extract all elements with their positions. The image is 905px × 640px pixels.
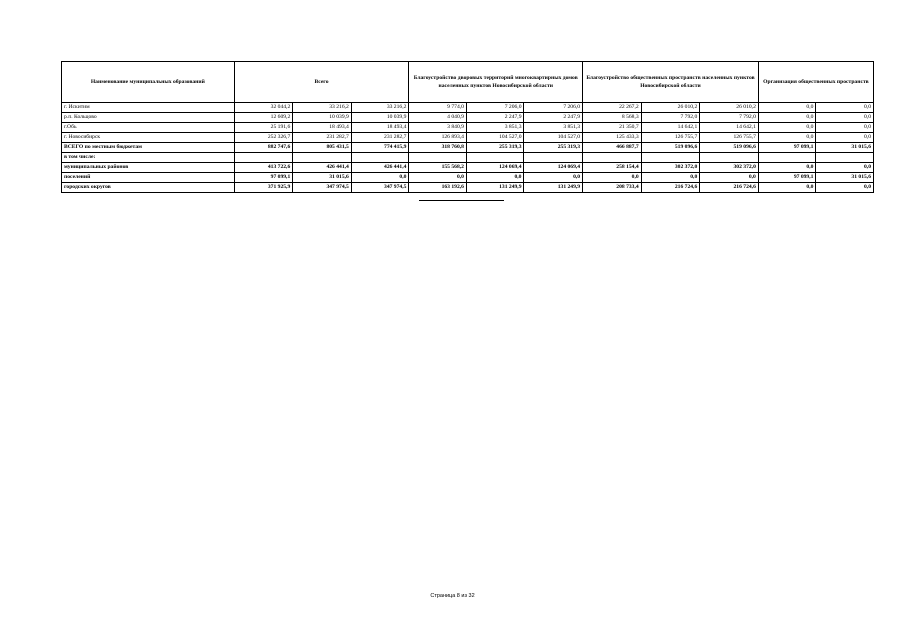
- budget-table: [61, 61, 874, 193]
- value-cell: 255 319,3: [466, 143, 524, 153]
- value-cell: 216 724,6: [641, 183, 700, 193]
- value-cell: 258 154,4: [583, 163, 642, 173]
- value-cell: 3 851,3: [466, 123, 524, 133]
- value-cell: 7 792,0: [700, 113, 759, 123]
- value-cell: 3 840,9: [409, 123, 467, 133]
- municipality-name-cell: поселений: [62, 173, 235, 183]
- value-cell: 8 568,3: [583, 113, 642, 123]
- value-cell: 104 527,0: [524, 133, 583, 143]
- value-cell: 26 010,2: [641, 103, 700, 113]
- separator-line: [419, 200, 504, 201]
- table-row: [62, 113, 874, 123]
- value-cell: 0,0: [816, 113, 874, 123]
- value-cell: 155 568,2: [409, 163, 467, 173]
- value-cell: 25 191,6: [234, 123, 293, 133]
- value-cell: 318 760,8: [409, 143, 467, 153]
- value-cell: 0,0: [524, 173, 583, 183]
- value-cell: 97 099,1: [234, 173, 293, 183]
- value-cell: 519 096,6: [641, 143, 700, 153]
- value-cell: 12 609,2: [234, 113, 293, 123]
- table-row: [62, 143, 874, 153]
- value-cell: 31 015,6: [293, 173, 352, 183]
- value-cell: 97 099,1: [758, 143, 816, 153]
- value-cell: 163 192,6: [409, 183, 467, 193]
- municipality-name-cell: г. Искитим: [62, 103, 235, 113]
- value-cell: 0,0: [758, 183, 816, 193]
- value-cell: 14 642,1: [641, 123, 700, 133]
- value-cell: 0,0: [641, 173, 700, 183]
- value-cell: 2 247,9: [466, 113, 524, 123]
- table-row: [62, 153, 874, 163]
- value-cell: 10 039,9: [293, 113, 352, 123]
- value-cell: 0,0: [758, 163, 816, 173]
- header-public-spaces-improvement: Благоустройство общественных пространств населенных пунктов Новосибирской области: [583, 62, 759, 103]
- value-cell: 26 010,2: [700, 103, 759, 113]
- value-cell: 33 216,2: [293, 103, 352, 113]
- value-cell: 18 493,4: [293, 123, 352, 133]
- value-cell: 4 040,9: [409, 113, 467, 123]
- header-municipality: Наименование муниципальных образований: [62, 62, 235, 103]
- municipality-name-cell: городских округов: [62, 183, 235, 193]
- page-number: Страница 8 из 32: [430, 593, 475, 599]
- value-cell: 104 527,0: [466, 133, 524, 143]
- value-cell: 2 247,9: [524, 113, 583, 123]
- value-cell: [758, 153, 816, 163]
- municipality-name-cell: г.Обь: [62, 123, 235, 133]
- value-cell: [293, 153, 352, 163]
- value-cell: [351, 153, 409, 163]
- value-cell: 3 851,3: [524, 123, 583, 133]
- value-cell: 466 887,7: [583, 143, 642, 153]
- value-cell: 216 724,6: [700, 183, 759, 193]
- value-cell: 426 441,4: [293, 163, 352, 173]
- table-row: [62, 123, 874, 133]
- municipality-name-cell: р.п. Кольцово: [62, 113, 235, 123]
- value-cell: [466, 153, 524, 163]
- value-cell: 31 015,6: [816, 143, 874, 153]
- value-cell: 126 893,4: [409, 133, 467, 143]
- value-cell: 7 206,0: [524, 103, 583, 113]
- value-cell: 302 372,0: [700, 163, 759, 173]
- value-cell: 231 282,7: [293, 133, 352, 143]
- value-cell: 33 216,2: [351, 103, 409, 113]
- municipality-name-cell: г. Новосибирск: [62, 133, 235, 143]
- header-total: Всего: [234, 62, 409, 103]
- value-cell: 208 733,4: [583, 183, 642, 193]
- value-cell: 126 755,7: [700, 133, 759, 143]
- value-cell: 347 974,5: [293, 183, 352, 193]
- value-cell: 302 372,0: [641, 163, 700, 173]
- table-row: [62, 133, 874, 143]
- table-row: [62, 103, 874, 113]
- value-cell: 0,0: [466, 173, 524, 183]
- value-cell: 519 096,6: [700, 143, 759, 153]
- value-cell: 97 099,1: [758, 173, 816, 183]
- value-cell: [583, 153, 642, 163]
- value-cell: 252 326,7: [234, 133, 293, 143]
- value-cell: 0,0: [700, 173, 759, 183]
- table-row: [62, 183, 874, 193]
- value-cell: [641, 153, 700, 163]
- value-cell: 21 350,7: [583, 123, 642, 133]
- value-cell: 231 282,7: [351, 133, 409, 143]
- value-cell: 413 722,6: [234, 163, 293, 173]
- value-cell: 131 249,9: [524, 183, 583, 193]
- municipality-name-cell: ВСЕГО по местным бюджетам: [62, 143, 235, 153]
- value-cell: 0,0: [409, 173, 467, 183]
- value-cell: 0,0: [758, 133, 816, 143]
- value-cell: [234, 153, 293, 163]
- value-cell: 371 925,9: [234, 183, 293, 193]
- value-cell: 14 642,1: [700, 123, 759, 133]
- table-row: [62, 163, 874, 173]
- value-cell: 18 493,4: [351, 123, 409, 133]
- header-public-spaces-organization: Организация общественных пространств: [758, 62, 873, 103]
- table-row: [62, 173, 874, 183]
- value-cell: 0,0: [583, 173, 642, 183]
- value-cell: 131 249,9: [466, 183, 524, 193]
- value-cell: 0,0: [758, 123, 816, 133]
- municipality-name-cell: в том числе:: [62, 153, 235, 163]
- value-cell: 774 415,9: [351, 143, 409, 153]
- value-cell: 0,0: [351, 173, 409, 183]
- value-cell: 0,0: [816, 133, 874, 143]
- value-cell: 7 206,0: [466, 103, 524, 113]
- value-cell: 7 792,0: [641, 113, 700, 123]
- municipality-name-cell: муниципальных районов: [62, 163, 235, 173]
- value-cell: 22 267,2: [583, 103, 642, 113]
- value-cell: 125 433,3: [583, 133, 642, 143]
- value-cell: 0,0: [758, 103, 816, 113]
- value-cell: 9 774,0: [409, 103, 467, 113]
- value-cell: [700, 153, 759, 163]
- value-cell: 10 039,9: [351, 113, 409, 123]
- value-cell: 0,0: [816, 163, 874, 173]
- value-cell: 124 069,4: [524, 163, 583, 173]
- table-header-row: [62, 62, 874, 103]
- value-cell: 31 015,6: [816, 173, 874, 183]
- value-cell: 426 441,4: [351, 163, 409, 173]
- value-cell: 805 431,5: [293, 143, 352, 153]
- value-cell: 32 044,2: [234, 103, 293, 113]
- header-yard-improvement: Благоустройство дворовых территорий многоквартирных домов населенных пунктов Новосибирской области: [409, 62, 583, 103]
- value-cell: 0,0: [816, 183, 874, 193]
- value-cell: 347 974,5: [351, 183, 409, 193]
- value-cell: 882 747,6: [234, 143, 293, 153]
- value-cell: [409, 153, 467, 163]
- value-cell: 0,0: [816, 123, 874, 133]
- value-cell: 0,0: [758, 113, 816, 123]
- value-cell: 255 319,3: [524, 143, 583, 153]
- value-cell: 126 755,7: [641, 133, 700, 143]
- value-cell: 124 069,4: [466, 163, 524, 173]
- value-cell: [524, 153, 583, 163]
- value-cell: [816, 153, 874, 163]
- value-cell: 0,0: [816, 103, 874, 113]
